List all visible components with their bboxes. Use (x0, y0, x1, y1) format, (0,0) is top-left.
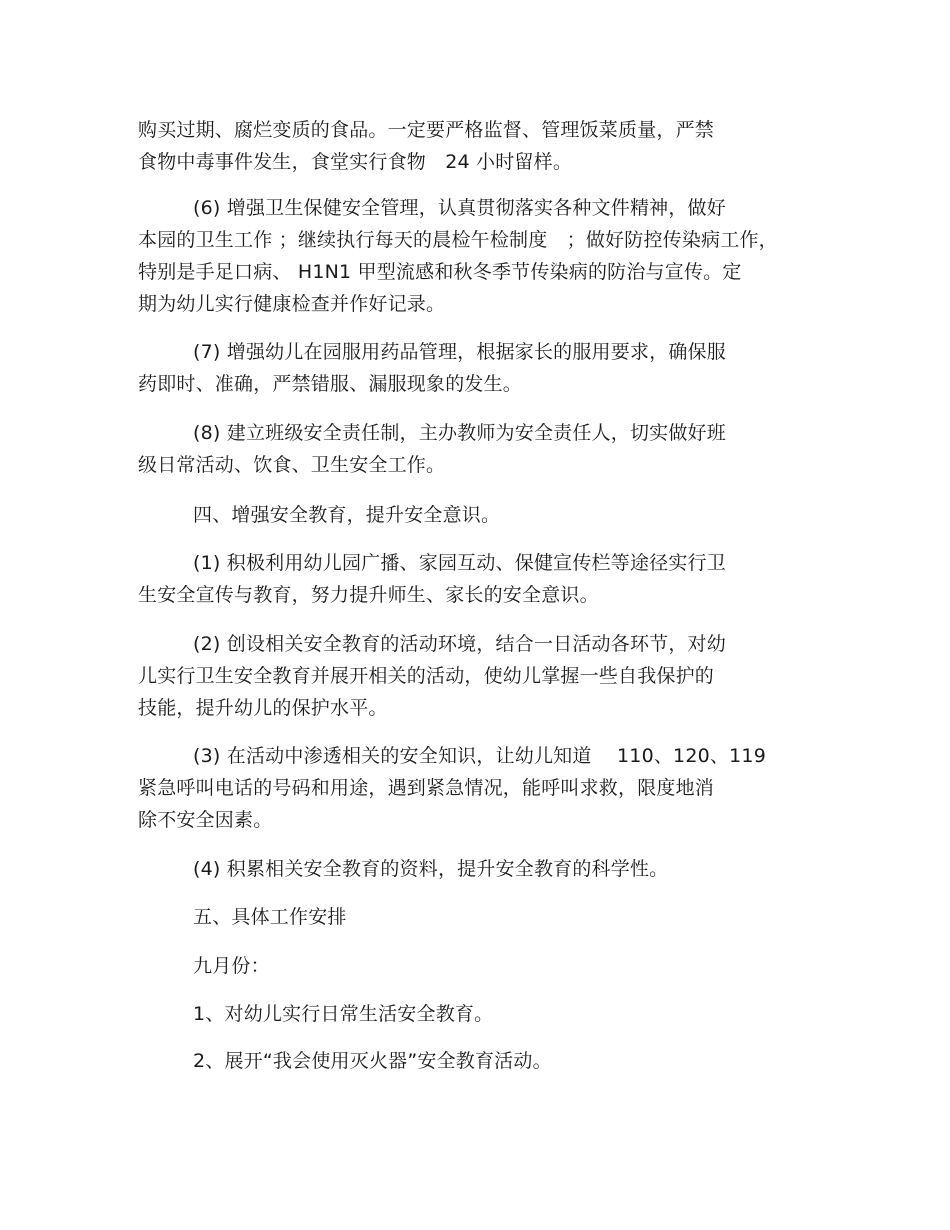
text-line: (7) 增强幼儿在园服用药品管理，根据家长的服用要求，确保服 (193, 341, 726, 363)
text-line: 技能，提升幼儿的保护水平。 (138, 697, 388, 719)
paragraph-food-safety-continued (138, 114, 818, 178)
text-line: (4) 积累相关安全教育的资料，提升安全教育的科学性。 (193, 858, 669, 880)
text-line: 四、增强安全教育，提升安全意识。 (193, 504, 501, 526)
paragraph-item-6 (138, 192, 818, 320)
text-line: 五、具体工作安排 (193, 906, 347, 928)
schedule-item-1 (138, 998, 818, 1030)
text-line: 食物中毒事件发生，食堂实行食物 24 小时留样。 (138, 151, 573, 173)
text-line: 生安全宣传与教育，努力提升师生、家长的安全意识。 (138, 584, 599, 606)
text-line: (6) 增强卫生保健安全管理，认真贯彻落实各种文件精神，做好 (193, 197, 726, 219)
text-line: 级日常活动、饮食、卫生安全工作。 (138, 454, 446, 476)
paragraph-edu-item-2 (138, 628, 818, 724)
text-line: 除不安全因素。 (138, 809, 273, 831)
paragraph-item-8 (138, 417, 818, 481)
section-heading-four (138, 499, 818, 531)
text-line: (2) 创设相关安全教育的活动环境，结合一日活动各环节，对幼 (193, 633, 726, 655)
paragraph-edu-item-3 (138, 740, 818, 836)
text-line: (8) 建立班级安全责任制，主办教师为安全责任人，切实做好班 (193, 422, 726, 444)
paragraph-item-7 (138, 336, 818, 400)
month-heading-september (138, 950, 818, 982)
paragraph-edu-item-1 (138, 547, 818, 611)
text-line: 1、对幼儿实行日常生活安全教育。 (193, 1003, 494, 1025)
text-line: 特别是手足口病、 H1N1 甲型流感和秋冬季节传染病的防治与宣传。定 (138, 261, 742, 283)
text-line: 本园的卫生工作 ；继续执行每天的晨检午检制度 ；做好防控传染病工作， (138, 229, 778, 251)
paragraph-edu-item-4 (138, 853, 818, 885)
text-line: (3) 在活动中渗透相关的安全知识，让幼儿知道 110、120、119 (193, 745, 766, 767)
text-line: 购买过期、腐烂变质的食品。一定要严格监督、管理饭菜质量，严禁 (138, 119, 715, 141)
text-line: 药即时、准确，严禁错服、漏服现象的发生。 (138, 373, 523, 395)
text-line: 期为幼儿实行健康检查并作好记录。 (138, 293, 446, 315)
section-heading-five (138, 901, 818, 933)
text-line: 九月份： (193, 955, 270, 977)
text-line: (1) 积极利用幼儿园广播、家园互动、保健宣传栏等途径实行卫 (193, 552, 726, 574)
text-line: 儿实行卫生安全教育并展开相关的活动，使幼儿掌握一些自我保护的 (138, 665, 715, 687)
text-line: 2、展开“我会使用灭火器”安全教育活动。 (193, 1050, 552, 1072)
text-line: 紧急呼叫电话的号码和用途，遇到紧急情况，能呼叫求救，限度地消 (138, 777, 715, 799)
schedule-item-2 (138, 1045, 818, 1077)
